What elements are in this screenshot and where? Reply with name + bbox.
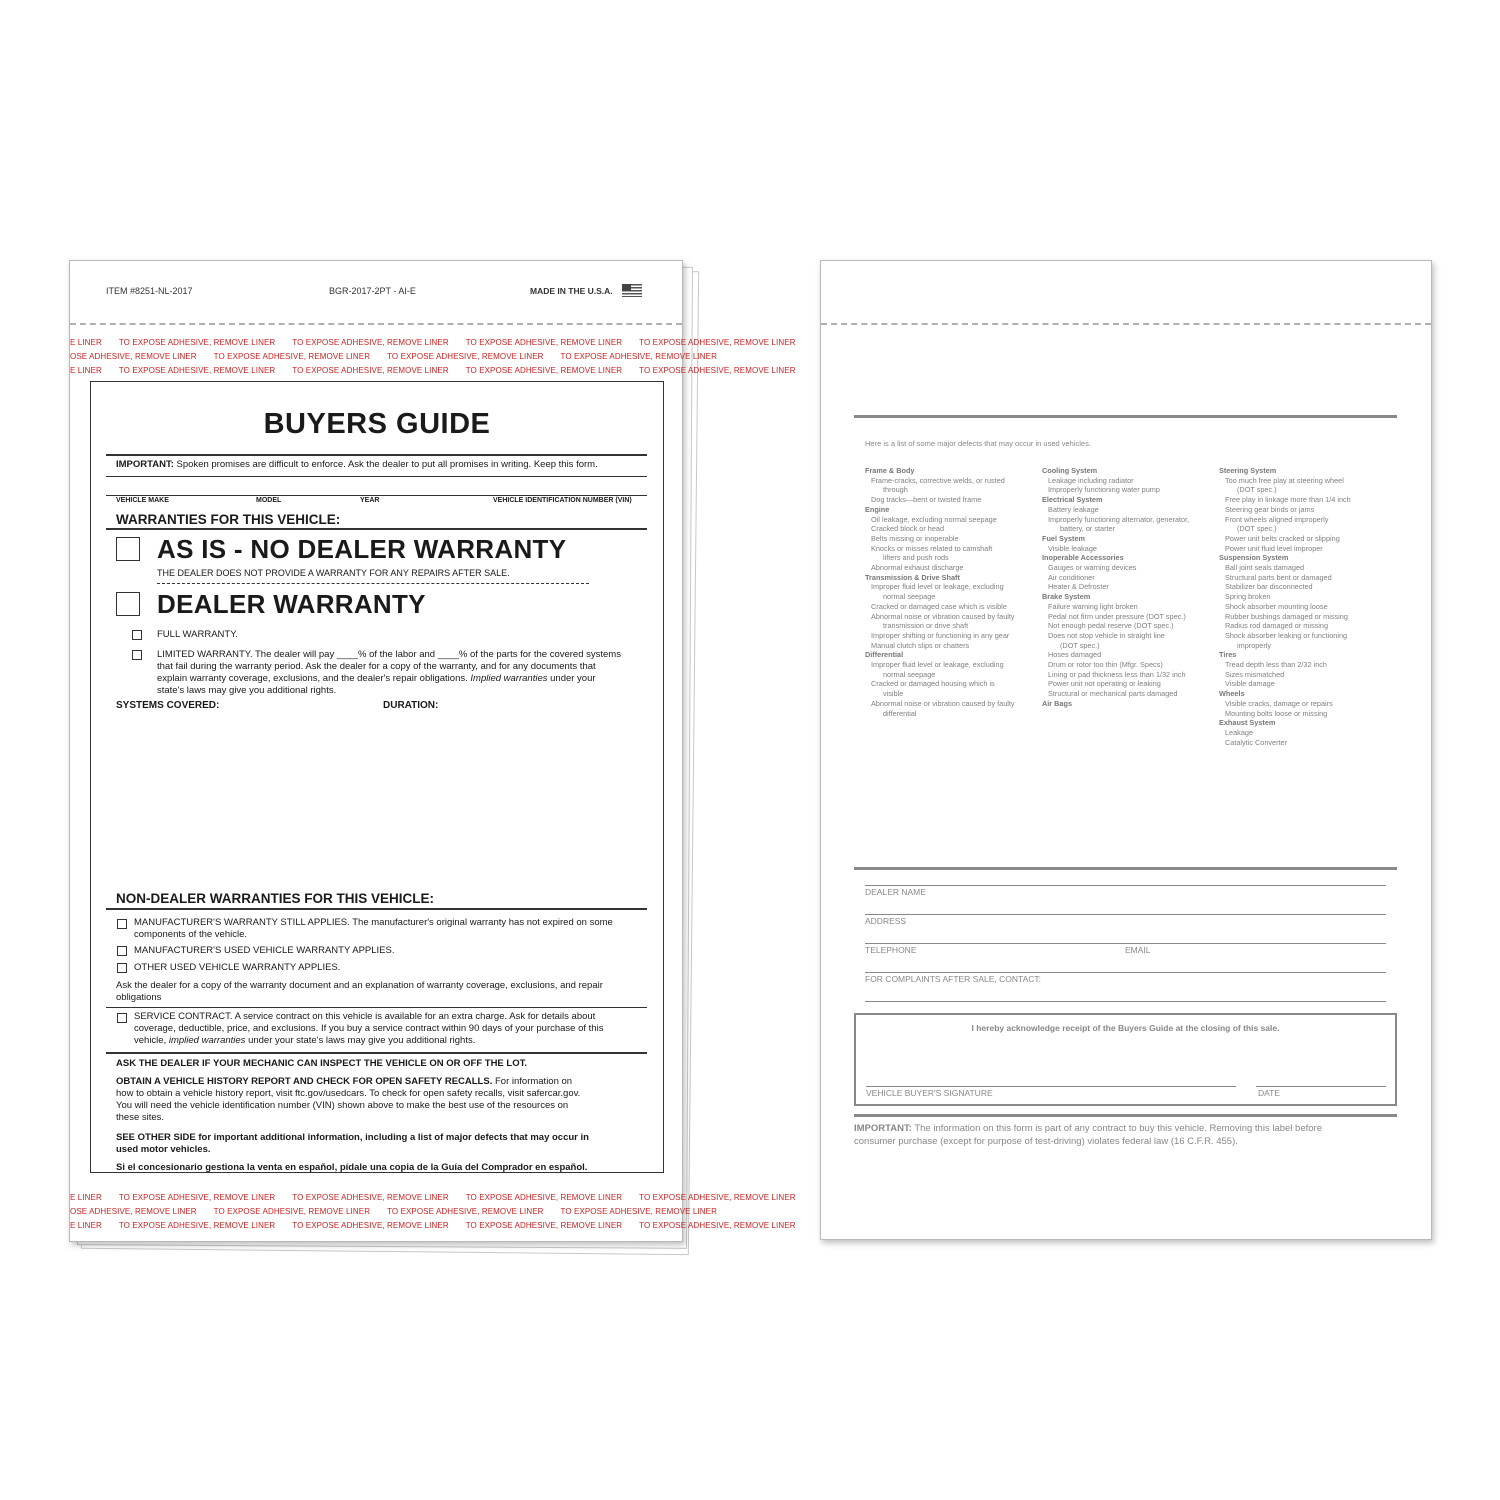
- defect-item: Structural or mechanical parts damaged: [1048, 689, 1178, 699]
- other-used-text: OTHER USED VEHICLE WARRANTY APPLIES.: [134, 962, 341, 973]
- perforation-line: [70, 323, 682, 325]
- defect-category: Differential: [865, 650, 904, 660]
- signature-label: VEHICLE BUYER'S SIGNATURE: [866, 1088, 993, 1098]
- defect-item: lifters and push rods: [883, 553, 949, 563]
- liner-row: OSE ADHESIVE, REMOVE LINER TO EXPOSE ADHESIVE, REMOVE LINER TO EXPOSE ADHESIVE, REMOVE LINER TO EXPOSE ADHESIVE, REMOVE LINER: [70, 1207, 717, 1216]
- systems-covered-label: SYSTEMS COVERED:: [116, 700, 220, 711]
- divider: [106, 908, 647, 910]
- defect-item: Tread depth less than 2/32 inch: [1225, 660, 1327, 670]
- perforation-line: [821, 323, 1431, 325]
- mfr-used-checkbox[interactable]: [117, 946, 127, 956]
- divider: [106, 476, 647, 477]
- buyers-guide-front-page: [69, 260, 796, 1242]
- defect-item: Sizes mismatched: [1225, 669, 1285, 679]
- defect-item: Leakage: [1225, 727, 1253, 737]
- defect-item: improperly: [1237, 640, 1272, 650]
- field-line: [865, 972, 1386, 973]
- defect-item: Knocks or misses related to camshaft: [871, 543, 993, 553]
- defects-column-2: [1042, 466, 1217, 709]
- defect-item: Ball joint seals damaged: [1225, 563, 1305, 573]
- full-warranty-label: FULL WARRANTY.: [157, 629, 238, 640]
- date-line[interactable]: [1256, 1086, 1386, 1087]
- defect-category: Wheels: [1219, 689, 1245, 699]
- defect-item: Cracked block or head: [871, 524, 945, 534]
- defect-item: Improperly functioning alternator, generator,: [1048, 514, 1190, 524]
- history-report-text: OBTAIN A VEHICLE HISTORY REPORT AND CHECK FOR OPEN SAFETY RECALLS. For information on how to obtain a vehicle history report, visit ftc.gov/usedcars. To check for open safety recalls, visit safercar.gov. You will need the vehicle identification number (VIN) shown above to make the best use of the resources on these sites.: [116, 1076, 581, 1123]
- form-code: BGR-2017-2PT - AI-E: [329, 286, 416, 296]
- complaints-label: FOR COMPLAINTS AFTER SALE, CONTACT:: [865, 974, 1042, 984]
- dealer-warranty-title: DEALER WARRANTY: [157, 589, 426, 619]
- defect-category: Transmission & Drive Shaft: [865, 572, 960, 582]
- defect-item: Power unit not operating or leaking: [1048, 679, 1161, 689]
- defect-item: Free play in linkage more than 1/4 inch: [1225, 495, 1351, 505]
- made-in-usa: MADE IN THE U.S.A.: [530, 286, 613, 296]
- defect-item: Abnormal exhaust discharge: [871, 563, 964, 573]
- defect-item: normal seepage: [883, 592, 936, 602]
- gray-divider: [854, 867, 1397, 870]
- defect-category: Tires: [1219, 650, 1237, 660]
- service-contract-text: SERVICE CONTRACT. A service contract on this vehicle is available for an extra charge. Ask for details about coverage, deductible, price, and exclusions. If you buy a service contract within 90 days of your purchase of this vehicle, implied warranties under your state's laws may give you additional rights.: [134, 1011, 604, 1046]
- defect-category: Cooling System: [1042, 466, 1098, 475]
- defect-item: Stabilizer bar disconnected: [1225, 582, 1313, 592]
- divider: [106, 454, 647, 456]
- defect-item: Radius rod damaged or missing: [1225, 621, 1329, 631]
- defect-item: Spring broken: [1225, 592, 1271, 602]
- vehicle-make-label: VEHICLE MAKE: [116, 497, 169, 504]
- defect-category: Steering System: [1219, 466, 1277, 475]
- spanish-notice: Si el concesionario gestiona la venta en español, pídale una copia de la Guía del Comprador en español.: [116, 1162, 588, 1173]
- non-dealer-heading: NON-DEALER WARRANTIES FOR THIS VEHICLE:: [116, 891, 435, 906]
- defect-item: Improper fluid level or leakage, excluding: [871, 582, 1004, 592]
- defect-item: Power unit fluid level improper: [1225, 543, 1323, 553]
- defect-item: Cracked or damaged housing which is: [871, 679, 995, 689]
- defect-category: Suspension System: [1219, 553, 1289, 563]
- vehicle-fields-line: [106, 495, 647, 496]
- defect-item: Belts missing or inoperable: [871, 533, 959, 543]
- us-flag-icon: [622, 284, 642, 297]
- full-warranty-checkbox[interactable]: [132, 630, 142, 640]
- defect-item: (DOT spec.): [1237, 485, 1277, 495]
- field-line: [865, 1001, 1386, 1002]
- service-contract-checkbox[interactable]: [117, 1013, 127, 1023]
- mfr-used-text: MANUFACTURER'S USED VEHICLE WARRANTY APPLIES.: [134, 945, 395, 956]
- defect-item: Heater & Defroster: [1048, 582, 1109, 592]
- liner-row: OSE ADHESIVE, REMOVE LINER TO EXPOSE ADHESIVE, REMOVE LINER TO EXPOSE ADHESIVE, REMOVE LINER TO EXPOSE ADHESIVE, REMOVE LINER: [70, 352, 717, 361]
- defect-item: Front wheels aligned improperly: [1225, 514, 1329, 524]
- defect-item: Rubber bushings damaged or missing: [1225, 611, 1348, 621]
- mechanic-text: ASK THE DEALER IF YOUR MECHANIC CAN INSPECT THE VEHICLE ON OR OFF THE LOT.: [116, 1058, 527, 1069]
- divider: [106, 1052, 647, 1054]
- defect-item: Oil leakage, excluding normal seepage: [871, 514, 997, 524]
- defect-item: Too much free play at steering wheel: [1225, 475, 1344, 485]
- defect-item: Visible leakage: [1048, 543, 1097, 553]
- defect-item: Pedal not firm under pressure (DOT spec.): [1048, 611, 1186, 621]
- acknowledgement-text: I hereby acknowledge receipt of the Buyers Guide at the closing of this sale.: [971, 1023, 1280, 1033]
- field-line: [865, 943, 1386, 944]
- defect-item: Leakage including radiator: [1048, 475, 1134, 485]
- defect-item: Visible damage: [1225, 679, 1275, 689]
- address-label: ADDRESS: [865, 916, 907, 926]
- defects-column-3: [1219, 466, 1394, 747]
- year-label: YEAR: [360, 497, 380, 504]
- dashed-divider: [157, 583, 589, 584]
- defect-item: Frame-cracks, corrective welds, or rusted: [871, 475, 1005, 485]
- defect-item: (DOT spec.): [1237, 524, 1277, 534]
- divider: [106, 1007, 647, 1008]
- defect-item: Manual clutch slips or chatters: [871, 640, 970, 650]
- defect-category: Brake System: [1042, 592, 1091, 602]
- see-other-side-text: SEE OTHER SIDE for important additional information, including a list of major defects that may occur in used motor vehicles.: [116, 1132, 589, 1155]
- buyers-guide-form: [90, 381, 664, 1173]
- gray-divider: [854, 1114, 1397, 1117]
- defect-item: Battery leakage: [1048, 504, 1099, 514]
- email-label: EMAIL: [1125, 945, 1151, 955]
- defect-item: Dog tracks—bent or twisted frame: [871, 495, 982, 505]
- mfr-still-applies-checkbox[interactable]: [117, 919, 127, 929]
- important-notice: IMPORTANT: Spoken promises are difficult to enforce. Ask the dealer to put all promises in writing. Keep this form.: [116, 459, 598, 470]
- acknowledgement-box: [854, 1013, 1397, 1106]
- field-line: [865, 914, 1386, 915]
- field-line: [865, 885, 1386, 886]
- defect-category: Engine: [865, 504, 890, 514]
- defect-item: Air conditioner: [1048, 572, 1095, 582]
- liner-row: E LINER TO EXPOSE ADHESIVE, REMOVE LINER TO EXPOSE ADHESIVE, REMOVE LINER TO EXPOSE ADHESIVE, REMOVE LINER TO EXPOSE ADHESIVE, REMOVE LINER: [70, 366, 796, 375]
- limited-warranty-checkbox[interactable]: [132, 650, 142, 660]
- defect-item: Structural parts bent or damaged: [1225, 572, 1332, 582]
- defects-column-1: [865, 466, 1040, 718]
- defect-item: battery, or starter: [1060, 524, 1116, 534]
- defect-item: normal seepage: [883, 669, 936, 679]
- defect-item: through: [883, 485, 908, 495]
- warranties-heading: WARRANTIES FOR THIS VEHICLE:: [116, 512, 341, 527]
- item-code: ITEM #8251-NL-2017: [106, 286, 193, 296]
- liner-row: E LINER TO EXPOSE ADHESIVE, REMOVE LINER TO EXPOSE ADHESIVE, REMOVE LINER TO EXPOSE ADHESIVE, REMOVE LINER TO EXPOSE ADHESIVE, REMOVE LINER: [70, 338, 796, 347]
- duration-label: DURATION:: [383, 700, 439, 711]
- defect-item: Steering gear binds or jams: [1225, 504, 1315, 514]
- date-label: DATE: [1258, 1088, 1281, 1098]
- defect-item: Gauges or warning devices: [1048, 563, 1137, 573]
- telephone-label: TELEPHONE: [865, 945, 917, 955]
- defect-item: Hoses damaged: [1048, 650, 1102, 660]
- limited-warranty-text: LIMITED WARRANTY. The dealer will pay ____% of the labor and ____% of the parts for the covered systems that fail during the warranty period. Ask the dealer for a copy of the warranty, and for any documents that explain warranty coverage, exclusions, and the dealer's repair obligations. Implied warranties under your state's laws may give you additional rights.: [157, 649, 621, 696]
- defect-item: visible: [883, 689, 904, 699]
- liner-row: E LINER TO EXPOSE ADHESIVE, REMOVE LINER TO EXPOSE ADHESIVE, REMOVE LINER TO EXPOSE ADHESIVE, REMOVE LINER TO EXPOSE ADHESIVE, REMOVE LINER: [70, 1221, 796, 1230]
- dealer-name-label: DEALER NAME: [865, 887, 926, 897]
- defect-item: Lining or pad thickness less than 1/32 inch: [1048, 669, 1186, 679]
- defect-category: Inoperable Accessories: [1042, 553, 1124, 563]
- defect-item: differential: [883, 708, 917, 718]
- defect-item: Not enough pedal reserve (DOT spec.): [1048, 621, 1174, 631]
- defect-category: Exhaust System: [1219, 718, 1276, 728]
- defect-category: Electrical System: [1042, 495, 1103, 505]
- ask-copy-text: Ask the dealer for a copy of the warranty document and an explanation of warranty coverage, exclusions, and repair obligations: [116, 980, 603, 1003]
- defect-item: Visible cracks, damage or repairs: [1225, 698, 1333, 708]
- dealer-warranty-checkbox[interactable]: [116, 592, 140, 616]
- as-is-title: AS IS - NO DEALER WARRANTY: [157, 534, 567, 564]
- defect-item: Shock absorber leaking or functioning: [1225, 630, 1348, 640]
- defect-item: (DOT spec.): [1060, 640, 1100, 650]
- page-title: BUYERS GUIDE: [263, 408, 491, 440]
- defect-item: Cracked or damaged case which is visible: [871, 601, 1007, 611]
- as-is-checkbox[interactable]: [116, 537, 140, 561]
- defect-category: Air Bags: [1042, 698, 1073, 708]
- defect-item: Does not stop vehicle in straight line: [1048, 630, 1165, 640]
- defect-item: Abnormal noise or vibration caused by faulty: [871, 698, 1015, 708]
- defect-item: Abnormal noise or vibration caused by faulty: [871, 611, 1015, 621]
- defect-item: Power unit belts cracked or slipping: [1225, 533, 1340, 543]
- defect-item: Shock absorber mounting loose: [1225, 601, 1328, 611]
- defect-item: Improper fluid level or leakage, excluding: [871, 660, 1004, 670]
- other-used-checkbox[interactable]: [117, 963, 127, 973]
- divider: [106, 528, 647, 530]
- defect-item: Failure warning light broken: [1048, 601, 1138, 611]
- defect-item: Improper shifting or functioning in any gear: [871, 630, 1010, 640]
- defects-intro: Here is a list of some major defects that may occur in used vehicles.: [865, 439, 1091, 448]
- defect-item: transmission or drive shaft: [883, 621, 969, 631]
- model-label: MODEL: [256, 497, 282, 504]
- signature-line[interactable]: [866, 1086, 1236, 1087]
- as-is-text: THE DEALER DOES NOT PROVIDE A WARRANTY FOR ANY REPAIRS AFTER SALE.: [157, 568, 510, 578]
- vin-label: VEHICLE IDENTIFICATION NUMBER (VIN): [493, 497, 632, 504]
- defect-category: Fuel System: [1042, 533, 1085, 543]
- gray-divider: [854, 415, 1397, 418]
- buyers-guide-back-page: [820, 260, 1432, 1240]
- defect-item: Mounting bolts loose or missing: [1225, 708, 1328, 718]
- defect-item: Catalytic Converter: [1225, 737, 1288, 747]
- defect-item: Improperly functioning water pump: [1048, 485, 1160, 495]
- mfr-still-applies-text: MANUFACTURER'S WARRANTY STILL APPLIES. The manufacturer's original warranty has not expired on some components of the vehicle.: [134, 917, 613, 940]
- back-important-notice: IMPORTANT: The information on this form is part of any contract to buy this vehicle. Removing this label before consumer purchase (except for purpose of test-driving) violates federal law (16 C.F.R. 455).: [854, 1123, 1322, 1147]
- liner-row: E LINER TO EXPOSE ADHESIVE, REMOVE LINER TO EXPOSE ADHESIVE, REMOVE LINER TO EXPOSE ADHESIVE, REMOVE LINER TO EXPOSE ADHESIVE, REMOVE LINER: [70, 1193, 796, 1202]
- defect-item: Drum or rotor too thin (Mfgr. Specs): [1048, 660, 1163, 670]
- defect-category: Frame & Body: [865, 466, 915, 475]
